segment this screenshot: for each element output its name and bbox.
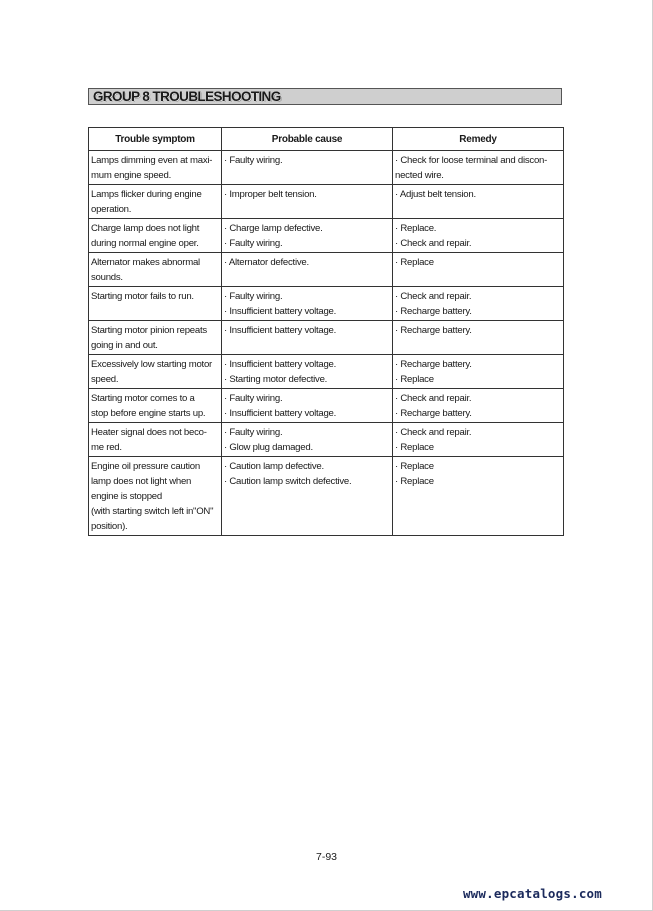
- cell-text-line: (with starting switch left in"ON": [91, 506, 214, 517]
- cell-remedy: [393, 355, 564, 389]
- cell-remedy: [393, 321, 564, 355]
- cell-cause: [222, 389, 393, 423]
- cell-text-line: position).: [91, 521, 128, 532]
- cell-cause: [222, 287, 393, 321]
- cell-text-line: · Faulty wiring.: [224, 155, 283, 166]
- cell-text-line: Heater signal does not beco-: [91, 427, 207, 438]
- cell-text-line: Lamps dimming even at maxi-: [91, 155, 213, 166]
- table-row: [89, 287, 564, 321]
- cell-text-line: · Adjust belt tension.: [395, 189, 476, 200]
- column-header-symptom: Trouble symptom: [89, 128, 222, 151]
- cell-cause: [222, 457, 393, 536]
- cell-text-line: · Insufficient battery voltage.: [224, 306, 337, 317]
- cell-text-line: · Recharge battery.: [395, 306, 472, 317]
- cell-text-line: · Caution lamp switch defective.: [224, 476, 352, 487]
- cell-text-line: · Recharge battery.: [395, 325, 472, 336]
- cell-text-line: during normal engine oper.: [91, 238, 199, 249]
- table-row: [89, 389, 564, 423]
- cell-text-line: · Recharge battery.: [395, 359, 472, 370]
- cell-symptom: [89, 423, 222, 457]
- cell-text-line: · Replace: [395, 476, 434, 487]
- cell-text-line: · Insufficient battery voltage.: [224, 325, 337, 336]
- cell-text-line: · Check for loose terminal and discon-: [395, 155, 548, 166]
- cell-text-line: · Replace: [395, 257, 434, 268]
- section-header: [88, 88, 562, 105]
- watermark: www.epcatalogs.com: [462, 886, 602, 901]
- cell-cause: [222, 423, 393, 457]
- cell-text-line: · Starting motor defective.: [224, 374, 328, 385]
- cell-symptom: [89, 185, 222, 219]
- cell-remedy: [393, 423, 564, 457]
- table-row: [89, 219, 564, 253]
- cell-symptom: [89, 389, 222, 423]
- cell-text-line: · Check and repair.: [395, 238, 472, 249]
- table-row: [89, 423, 564, 457]
- cell-text-line: · Replace: [395, 461, 434, 472]
- cell-symptom: [89, 219, 222, 253]
- cell-cause: [222, 219, 393, 253]
- cell-text-line: Excessively low starting motor: [91, 359, 212, 370]
- cell-text-line: · Faulty wiring.: [224, 427, 283, 438]
- cell-remedy: [393, 457, 564, 536]
- cell-remedy: [393, 253, 564, 287]
- cell-text-line: Alternator makes abnormal: [91, 257, 200, 268]
- cell-text-line: · Faulty wiring.: [224, 291, 283, 302]
- cell-text-line: going in and out.: [91, 340, 158, 351]
- cell-cause: [222, 321, 393, 355]
- cell-text-line: nected wire.: [395, 170, 444, 181]
- cell-text-line: · Check and repair.: [395, 393, 472, 404]
- cell-symptom: [89, 287, 222, 321]
- table-row: [89, 253, 564, 287]
- cell-text-line: sounds.: [91, 272, 123, 283]
- cell-remedy: [393, 219, 564, 253]
- table-row: [89, 185, 564, 219]
- cell-text-line: · Insufficient battery voltage.: [224, 408, 337, 419]
- cell-text-line: Starting motor fails to run.: [91, 291, 194, 302]
- cell-text-line: me red.: [91, 442, 122, 453]
- cell-symptom: [89, 151, 222, 185]
- cell-text-line: · Glow plug damaged.: [224, 442, 313, 453]
- cell-text-line: stop before engine starts up.: [91, 408, 206, 419]
- cell-text-line: · Replace: [395, 374, 434, 385]
- column-header-cause: Probable cause: [222, 128, 393, 151]
- cell-cause: [222, 253, 393, 287]
- cell-cause: [222, 355, 393, 389]
- cell-symptom: [89, 457, 222, 536]
- section-title: GROUP 8 TROUBLESHOOTING: [93, 88, 281, 104]
- cell-text-line: · Improper belt tension.: [224, 189, 317, 200]
- cell-remedy: [393, 389, 564, 423]
- cell-text-line: · Check and repair.: [395, 427, 472, 438]
- cell-symptom: [89, 321, 222, 355]
- cell-text-line: Charge lamp does not light: [91, 223, 200, 234]
- cell-text-line: engine is stopped: [91, 491, 162, 502]
- table-body: [89, 151, 564, 536]
- cell-text-line: · Alternator defective.: [224, 257, 309, 268]
- page-number: 7-93: [315, 851, 337, 863]
- cell-text-line: · Insufficient battery voltage.: [224, 359, 337, 370]
- cell-text-line: Starting motor comes to a: [91, 393, 195, 404]
- table-row: [89, 457, 564, 536]
- table-row: [89, 355, 564, 389]
- cell-text-line: · Recharge battery.: [395, 408, 472, 419]
- cell-cause: [222, 151, 393, 185]
- cell-text-line: mum engine speed.: [91, 170, 172, 181]
- cell-remedy: [393, 287, 564, 321]
- cell-text-line: · Replace.: [395, 223, 437, 234]
- cell-text-line: · Charge lamp defective.: [224, 223, 323, 234]
- cell-text-line: Engine oil pressure caution: [91, 461, 200, 472]
- cell-text-line: · Faulty wiring.: [224, 238, 283, 249]
- cell-remedy: [393, 185, 564, 219]
- table-header-row: [89, 128, 564, 151]
- cell-text-line: · Replace: [395, 442, 434, 453]
- cell-text-line: lamp does not light when: [91, 476, 192, 487]
- cell-text-line: speed.: [91, 374, 119, 385]
- cell-symptom: [89, 355, 222, 389]
- cell-text-line: · Check and repair.: [395, 291, 472, 302]
- table-row: [89, 151, 564, 185]
- troubleshooting-table: [88, 127, 564, 536]
- cell-text-line: · Faulty wiring.: [224, 393, 283, 404]
- cell-text-line: Starting motor pinion repeats: [91, 325, 207, 336]
- cell-cause: [222, 185, 393, 219]
- cell-symptom: [89, 253, 222, 287]
- cell-text-line: Lamps flicker during engine: [91, 189, 202, 200]
- cell-text-line: operation.: [91, 204, 132, 215]
- table-row: [89, 321, 564, 355]
- column-header-remedy: Remedy: [393, 128, 564, 151]
- cell-text-line: · Caution lamp defective.: [224, 461, 324, 472]
- cell-remedy: [393, 151, 564, 185]
